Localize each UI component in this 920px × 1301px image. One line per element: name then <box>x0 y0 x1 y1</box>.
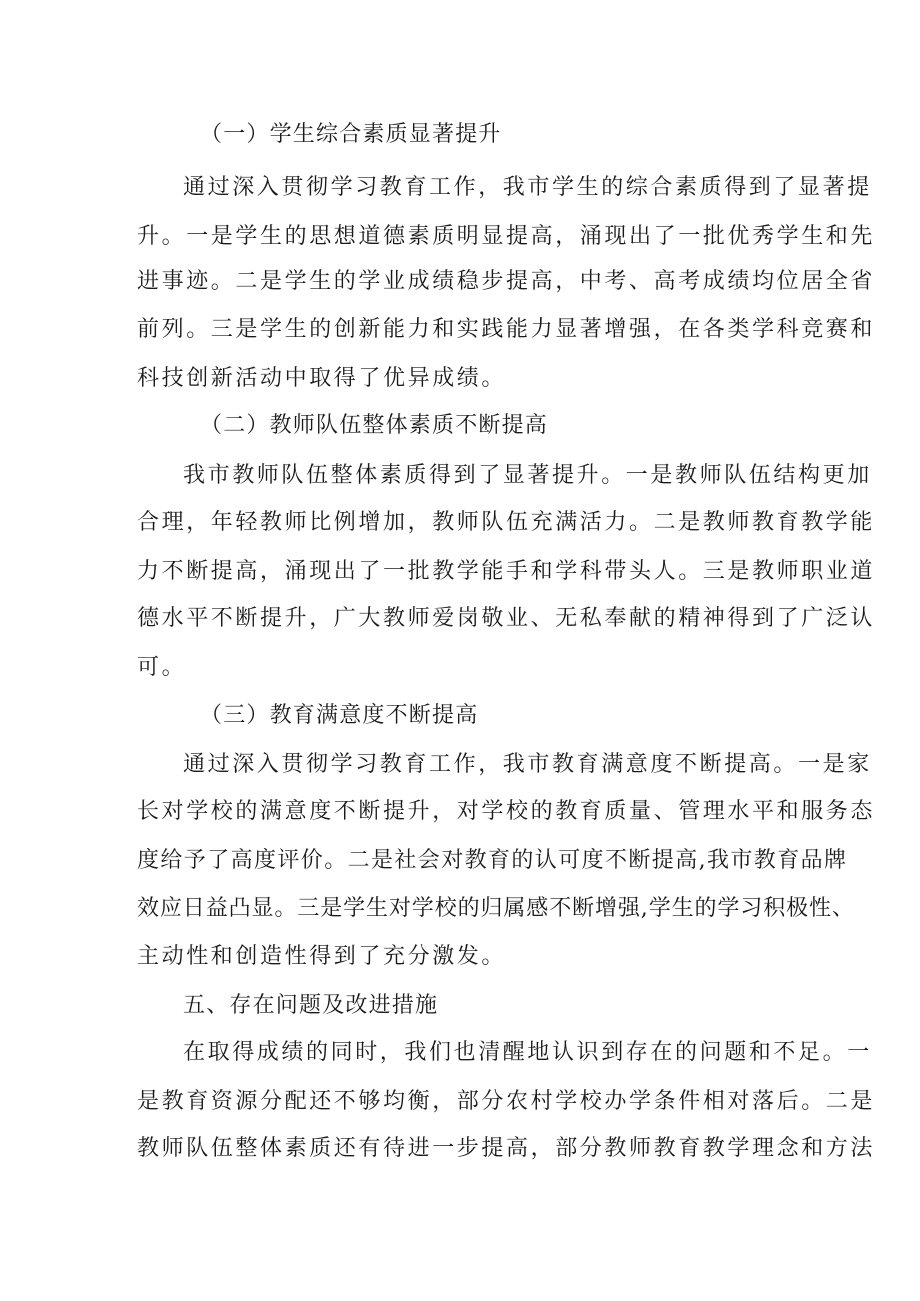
paragraph-line: 升。一是学生的思想道德素质明显提高，涌现出了一批优秀学生和先 <box>137 224 876 249</box>
paragraph-line: 科技创新活动中取得了优异成绩。 <box>137 366 507 391</box>
paragraph-line: 前列。三是学生的创新能力和实践能力显著增强，在各类学科竞赛和 <box>137 317 876 342</box>
paragraph-line: 进事迹。二是学生的学业成绩稳步提高，中考、高考成绩均位居全省 <box>137 269 876 294</box>
paragraph-line: 教师队伍整体素质还有待进一步提高，部分教师教育教学理念和方法 <box>137 1136 876 1161</box>
paragraph-line: 合理，年轻教师比例增加，教师队伍充满活力。二是教师教育教学能 <box>137 510 876 535</box>
paragraph-line: 是教育资源分配还不够均衡，部分农村学校办学条件相对落后。二是 <box>137 1089 876 1114</box>
paragraph-line: 在取得成绩的同时，我们也清醒地认识到存在的问题和不足。一 <box>183 1040 872 1065</box>
section-heading: 五、存在问题及改进措施 <box>183 993 439 1018</box>
paragraph-line: 通过深入贯彻学习教育工作，我市学生的综合素质得到了显著提 <box>183 175 872 200</box>
paragraph-line: 度给予了高度评价。二是社会对教育的认可度不断提高,我市教育品牌 <box>137 848 848 873</box>
paragraph-line: 效应日益凸显。三是学生对学校的归属感不断增强,学生的学习积极性、 <box>137 896 855 921</box>
paragraph-line: 可。 <box>137 655 187 680</box>
section-heading: （一）学生综合素质显著提升 <box>200 122 502 147</box>
paragraph-line: 力不断提高，涌现出了一批教学能手和学科带头人。三是教师职业道 <box>137 559 876 584</box>
section-heading: （三）教育满意度不断提高 <box>200 703 479 728</box>
paragraph-line: 德水平不断提升，广大教师爱岗敬业、无私奉献的精神得到了广泛认 <box>137 606 876 631</box>
paragraph-line: 长对学校的满意度不断提升，对学校的教育质量、管理水平和服务态 <box>137 799 876 824</box>
paragraph-line: 通过深入贯彻学习教育工作，我市教育满意度不断提高。一是家 <box>183 752 872 777</box>
section-heading: （二）教师队伍整体素质不断提高 <box>200 413 549 438</box>
paragraph-line: 主动性和创造性得到了充分激发。 <box>137 944 507 969</box>
paragraph-line: 我市教师队伍整体素质得到了显著提升。一是教师队伍结构更加 <box>183 463 872 488</box>
